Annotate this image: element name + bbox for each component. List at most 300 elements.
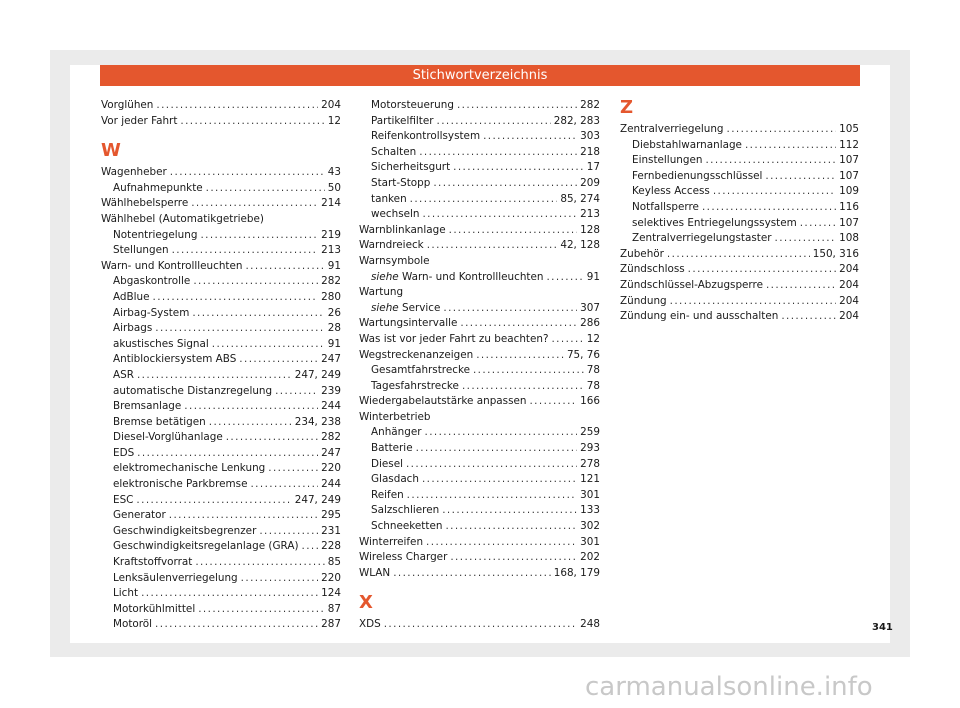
index-entry-text: Motoröl [113,618,153,631]
index-entry-text: Zündschlüssel-Abzugsperre [620,278,763,291]
index-entry [101,165,341,181]
index-page-reference: 128 [580,223,600,236]
index-entry-label [371,192,407,208]
index-entry-label [371,160,450,176]
index-subentry [359,441,600,457]
dot-leader [259,524,318,540]
dot-leader [268,461,318,477]
index-entry-label [371,270,543,286]
dot-leader [198,602,325,618]
index-letter-heading: Z [620,97,634,118]
index-entry-label [632,231,772,247]
index-subentry [620,216,859,232]
index-subentry [620,153,859,169]
dot-leader [745,138,836,154]
index-entry-text: Kraftstoffvorrat [113,556,193,569]
index-entry-text: Reifen [371,488,404,501]
index-page-reference: 218 [580,145,600,158]
dot-leader [800,216,836,232]
dot-leader [453,160,584,176]
index-page-reference: 259 [580,426,600,439]
dot-leader [688,262,836,278]
index-entry-label [359,535,423,551]
index-subentry [101,228,341,244]
index-page-reference: 42, 128 [560,239,600,252]
dot-leader [449,223,578,239]
dot-leader [705,153,836,169]
index-entry [359,617,600,633]
index-page-reference: 166 [580,395,600,408]
index-entry-label [113,446,134,462]
index-entry [359,348,600,364]
index-entry-text: Bremsanlage [113,400,182,413]
index-subentry [101,321,341,337]
index-page-reference: 204 [839,294,859,307]
index-entry-text: XDS [359,618,381,631]
index-entry-label [113,384,272,400]
index-entry [359,394,600,410]
dot-leader [169,508,318,524]
index-entry-text: Lenksäulenverriegelung [113,571,238,584]
index-entry-text: Glasdach [371,473,419,486]
index-subentry [359,472,600,488]
index-entry-label [113,181,203,197]
index-page-reference: 168, 179 [553,566,600,579]
index-entry [359,566,600,582]
index-entry-label [371,503,439,519]
index-page-reference: 247 [321,446,341,459]
index-page-reference: 244 [321,400,341,413]
index-entry-text: Airbag-System [113,306,190,319]
index-entry-label [620,294,667,310]
dot-leader [195,555,324,571]
page-number: 341 [872,622,893,633]
index-entry-label [371,176,430,192]
index-entry-label [371,98,454,114]
index-entry-label [632,216,797,232]
index-subentry [101,477,341,493]
index-entry-label [113,617,152,633]
index-subentry [101,274,341,290]
index-subentry [101,384,341,400]
index-page-reference: 204 [839,263,859,276]
index-page-reference: 282, 283 [553,114,600,127]
index-entry-label [359,410,430,426]
index-page-reference: 214 [321,197,341,210]
index-page-reference: 133 [580,504,600,517]
index-page-reference: 202 [580,551,600,564]
dot-leader [766,278,836,294]
index-entry-text: Diesel [371,457,403,470]
index-page-reference: 109 [839,185,859,198]
index-page-reference: 112 [839,138,859,151]
index-page-reference: 247, 249 [294,493,341,506]
index-page-reference: 91 [327,337,341,350]
index-entry-text: Notfallsperre [632,200,699,213]
index-page-reference: 282 [321,431,341,444]
index-entry-text: wechseln [371,208,420,221]
index-entry-label [113,524,256,540]
index-page-reference: 105 [839,123,859,135]
index-entry-text: AdBlue [113,290,150,303]
dot-leader [416,441,578,457]
index-page-reference: 17 [586,161,600,174]
index-entry-label [101,165,167,181]
index-entry-label [113,290,150,306]
dot-leader [407,488,577,504]
index-page-reference: 239 [321,384,341,397]
index-page-reference: 209 [580,176,600,189]
index-entry-label [371,441,413,457]
index-entry-text: Wegstreckenanzeigen [359,348,474,361]
index-entry-label [359,550,447,566]
index-page-reference: 204 [839,278,859,291]
dot-leader [410,192,558,208]
index-entry-label [113,477,247,493]
index-entry-label [101,196,188,212]
index-entry-label [359,617,381,633]
dot-leader [206,181,325,197]
index-entry-label [632,184,710,200]
index-subentry [359,207,600,223]
index-page-reference: 231 [321,524,341,537]
index-entry-label [371,519,442,535]
index-entry-text: Zündschloss [620,263,685,276]
index-subentry [359,145,600,161]
dot-leader [422,472,577,488]
dot-leader [551,332,583,348]
dot-leader [445,519,577,535]
dot-leader [193,274,318,290]
dot-leader [457,98,577,114]
index-subentry [620,138,859,154]
index-page-reference: 107 [839,169,859,182]
index-page-reference: 85, 274 [560,192,600,205]
index-entry-label [371,457,403,473]
index-entry-label [113,306,189,322]
index-entry-label [371,145,416,161]
dot-leader [192,306,324,322]
dot-leader [765,169,836,185]
index-entry-text: elektromechanische Lenkung [113,462,266,475]
dot-leader [172,243,319,259]
index-page-reference: 28 [327,322,341,335]
index-entry-text: Partikelfilter [371,114,434,127]
index-entry [359,410,600,426]
index-entry-label [632,169,762,185]
index-entry-label [101,259,242,275]
index-page-reference: 150, 316 [812,247,859,260]
index-entry [101,98,341,114]
index-entry-text: Stellungen [113,244,169,257]
index-column-3 [620,98,859,325]
index-subentry [101,446,341,462]
index-entry-label [620,278,763,294]
dot-leader [667,247,810,263]
dot-leader [427,238,558,254]
index-letter-heading: W [101,140,121,162]
index-entry-label [113,461,265,477]
index-entry-label [359,348,473,364]
index-page-reference: 121 [580,473,600,486]
index-page-reference: 244 [321,478,341,491]
index-subentry [101,352,341,368]
index-subentry [101,181,341,197]
index-entry [101,196,341,212]
index-subentry [359,457,600,473]
index-page-reference: 50 [327,181,341,194]
index-subentry [359,176,600,192]
index-entry-label [371,379,459,395]
index-entry [620,294,859,310]
index-page-reference: 107 [839,154,859,167]
index-entry-text: Licht [113,587,139,600]
index-entry-text: Wählhebel (Automatikgetriebe) [101,212,264,225]
index-subentry [101,306,341,322]
index-entry-label [113,493,133,509]
index-entry [359,238,600,254]
dot-leader [775,231,837,247]
index-entry-text: Anhänger [371,426,422,439]
index-page-reference: 307 [580,301,600,314]
dot-leader [442,503,577,519]
dot-leader [727,122,837,138]
dot-leader [483,129,577,145]
index-subentry [101,493,341,509]
index-subentry [359,425,600,441]
index-entry-text: Zentralverriegelung [620,123,724,135]
index-entry-label [113,539,299,555]
index-page-reference: 91 [586,270,600,283]
index-subentry [359,192,600,208]
index-entry-label [101,98,153,114]
index-page-reference: 301 [580,488,600,501]
index-page-reference: 78 [586,364,600,377]
index-entry-label [101,114,177,130]
index-subentry [101,290,341,306]
index-entry-text: Schneeketten [371,520,443,533]
index-entry-label [359,332,548,348]
index-subentry [359,270,600,286]
index-subentry [101,368,341,384]
index-entry-label [359,254,430,270]
index-entry-label [620,262,685,278]
index-entry [359,332,600,348]
index-page-reference: 43 [327,166,341,179]
index-entry-text: WLAN [359,566,391,579]
index-entry-text: Was ist vor jeder Fahrt zu beachten? [359,332,549,345]
index-page-reference: 91 [327,259,341,272]
dot-leader [702,200,836,216]
index-subentry [101,555,341,571]
index-subentry [101,508,341,524]
index-subentry [101,524,341,540]
index-entry [101,212,341,228]
index-entry-text: Warndreieck [359,239,424,252]
dot-leader [180,114,324,130]
index-entry-label [371,301,440,317]
index-entry-text: Tagesfahrstrecke [371,379,459,392]
index-entry-text: Bremse betätigen [113,415,206,428]
dot-leader [241,571,318,587]
index-entry-text: Vorglühen [101,99,154,111]
index-entry-label [113,274,190,290]
index-entry-text: Einstellungen [632,154,703,167]
index-page-reference: 247, 249 [294,368,341,381]
index-entry-label [113,571,238,587]
index-subentry [359,98,600,114]
index-entry-text: Airbags [113,322,153,335]
index-page-reference: 286 [580,317,600,330]
index-entry-text: Diesel-Vorglühanlage [113,431,223,444]
index-entry-label [371,425,422,441]
index-page-reference: 108 [839,232,859,245]
dot-leader [302,539,319,555]
index-page-reference: 248 [580,618,600,631]
index-letter-heading: X [359,592,373,614]
index-subentry [620,184,859,200]
index-entry [620,122,859,138]
dot-leader [476,348,564,364]
index-entry-text: Keyless Access [632,185,710,198]
index-entry-text: Start-Stopp [371,176,431,189]
index-entry-text: Zündung [620,294,667,307]
index-entry-label [359,394,526,410]
index-page-reference: 204 [321,99,341,111]
index-page-reference: 282 [321,275,341,288]
index-entry-label [632,200,699,216]
index-entry [359,254,600,270]
index-page-reference: 213 [321,244,341,257]
dot-leader [473,363,584,379]
index-entry-text: Diebstahlwarnanlage [632,138,742,151]
index-entry-text: Aufnahmepunkte [113,181,203,194]
index-page-reference: 85 [327,556,341,569]
index-entry-label [113,399,181,415]
index-entry-label [113,602,195,618]
index-entry [359,535,600,551]
index-entry-text: Motorkühlmittel [113,602,196,615]
index-entry-text: Fernbedienungsschlüssel [632,169,763,182]
index-subentry [620,200,859,216]
index-entry-text: ESC [113,493,134,506]
index-entry-label [359,223,446,239]
dot-leader [462,379,584,395]
index-subentry [101,602,341,618]
index-subentry [101,243,341,259]
index-page-reference: 116 [839,200,859,213]
dot-leader [136,493,291,509]
index-page-reference: 295 [321,509,341,522]
dot-leader [384,617,577,633]
index-subentry [620,231,859,247]
index-column-2 [359,98,600,633]
watermark: carmanualsonline.info [585,672,873,702]
index-entry-label [359,285,403,301]
dot-leader [393,566,551,582]
index-entry [620,278,859,294]
index-subentry [359,301,600,317]
index-entry-text: Geschwindigkeitsregelanlage (GRA) [113,540,299,553]
index-column-1 [101,98,341,633]
index-subentry [359,114,600,130]
index-entry-text: Sicherheitsgurt [371,161,451,174]
index-entry-label [113,555,192,571]
index-page-reference: 124 [321,587,341,600]
index-entry-label [359,566,390,582]
dot-leader [155,617,318,633]
index-entry-text: Geschwindigkeitsbegrenzer [113,524,257,537]
index-entry-label [113,228,197,244]
index-page-reference: 234, 238 [294,415,341,428]
index-page-reference: 303 [580,130,600,143]
dot-leader [191,196,318,212]
index-entry-label [632,153,702,169]
index-entry-text: Motorsteuerung [371,99,454,111]
index-subentry [101,399,341,415]
index-subentry [101,415,341,431]
index-subentry [101,337,341,353]
index-subentry [359,160,600,176]
index-entry-label [371,129,480,145]
index-entry-text: ASR [113,368,134,381]
dot-leader [200,228,318,244]
index-entry-label [620,309,778,325]
dot-leader [245,259,324,275]
dot-leader [443,301,577,317]
index-entry [359,223,600,239]
index-entry-text: Antiblockiersystem ABS [113,353,237,366]
index-entry-text: akustisches Signal [113,337,209,350]
index-page-reference: 75, 76 [566,348,600,361]
section-header: Stichwortverzeichnis [100,65,860,86]
index-entry-label [113,430,223,446]
index-entry-label [371,472,419,488]
dot-leader [226,430,318,446]
index-subentry [101,571,341,587]
dot-leader [137,446,318,462]
index-page-reference: 287 [321,618,341,631]
index-subentry [359,379,600,395]
index-entry-label [113,368,134,384]
index-entry-label [371,488,404,504]
index-subentry [359,519,600,535]
dot-leader [137,368,292,384]
index-entry-text: Zündung ein- und ausschalten [620,310,779,323]
dot-leader [212,337,325,353]
index-entry-label [371,114,434,130]
dot-leader [406,457,577,473]
index-entry-text: Wählhebelsperre [101,197,189,210]
dot-leader [546,270,583,286]
index-entry-label [620,122,724,138]
dot-leader [529,394,577,410]
index-entry [359,285,600,301]
index-entry [620,262,859,278]
index-page-reference: 204 [839,310,859,323]
index-entry-text: Abgaskontrolle [113,275,191,288]
index-entry-text: Batterie [371,442,413,455]
index-subentry [620,169,859,185]
index-page-reference: 78 [586,379,600,392]
index-entry-text: Vor jeder Fahrt [101,114,178,127]
index-entry [620,247,859,263]
index-entry-label [113,337,209,353]
see-reference-prefix: siehe [371,301,399,314]
index-entry-text: Gesamtfahrstrecke [371,364,470,377]
dot-leader [450,550,577,566]
index-entry-text: Zubehör [620,247,664,260]
